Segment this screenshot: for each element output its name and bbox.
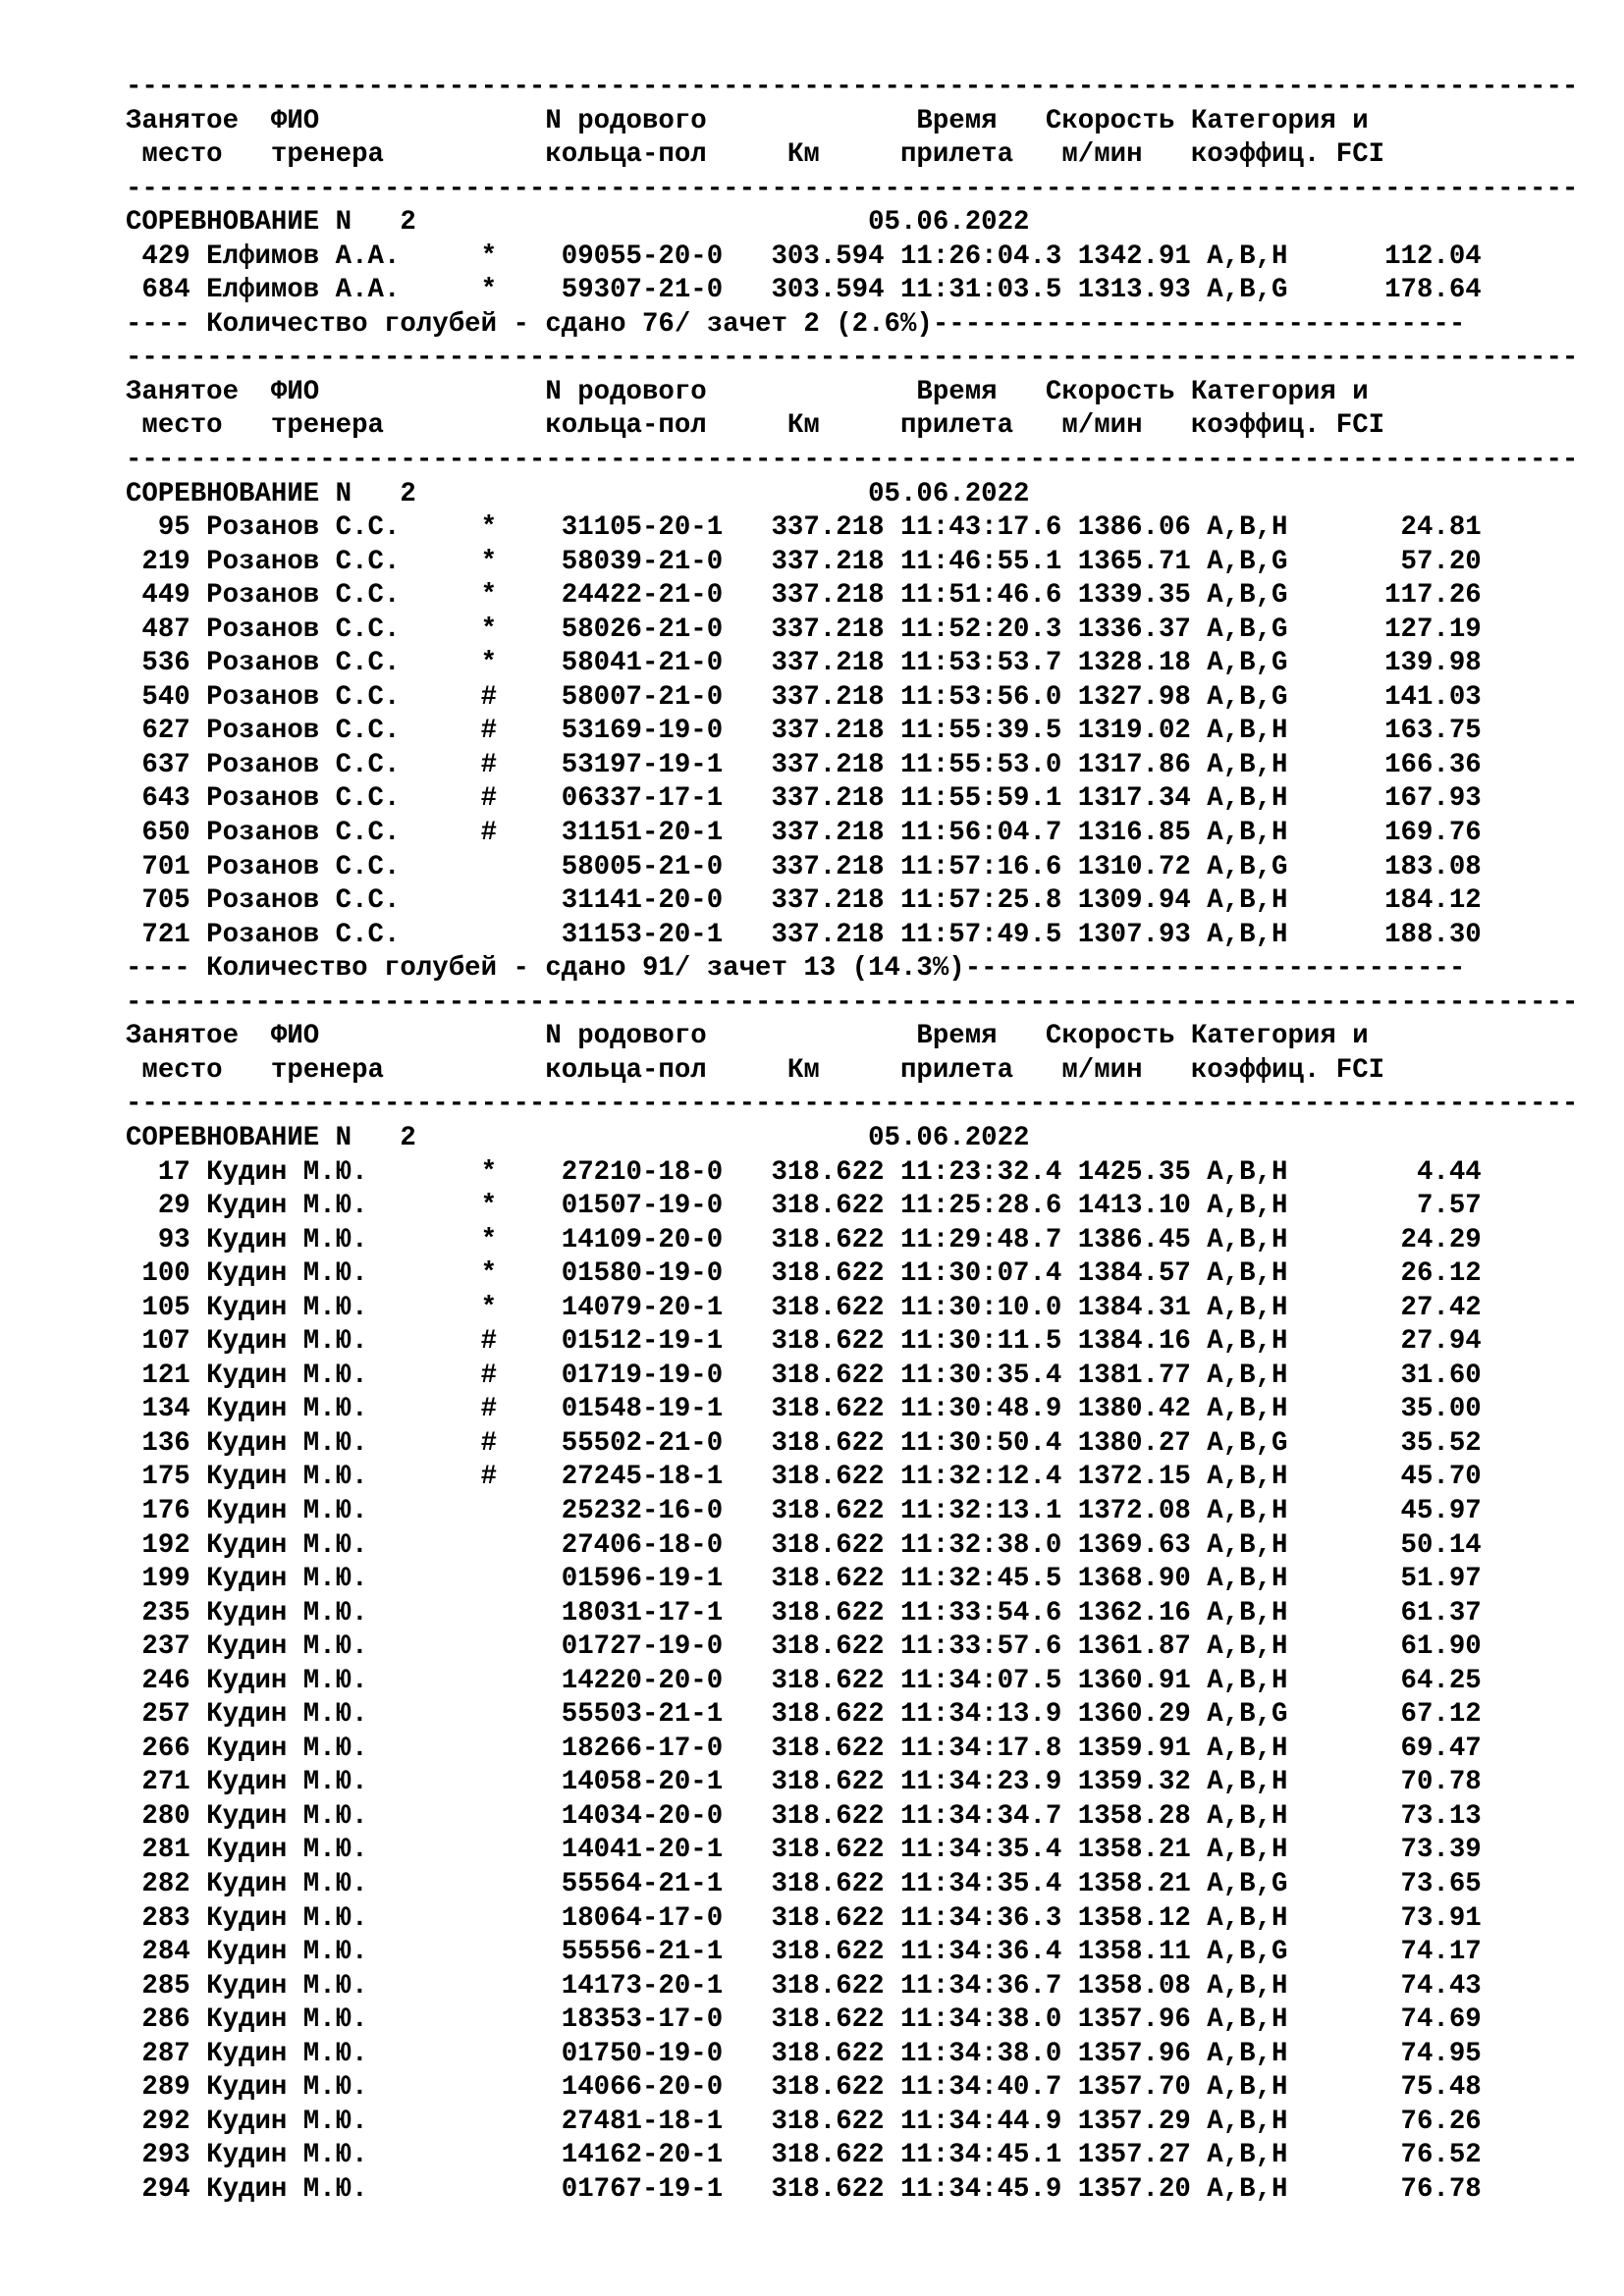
data-row: 289 Кудин М.Ю. 14066-20-0 318.622 11:34:40.7 1357.70 A,B,H 75.48 <box>126 2072 1482 2104</box>
data-row: 136 Кудин М.Ю. # 55502-21-0 318.622 11:30:50.4 1380.27 A,B,G 35.52 <box>126 1427 1482 1459</box>
data-row: 429 Елфимов А.А. * 09055-20-0 303.594 11:26:04.3 1342.91 A,B,H 112.04 <box>126 240 1482 272</box>
data-row: 684 Елфимов А.А. * 59307-21-0 303.594 11:31:03.5 1313.93 A,B,G 178.64 <box>126 275 1482 306</box>
report-section <box>126 376 1598 1020</box>
data-row: 643 Розанов С.С. # 06337-17-1 337.218 11:55:59.1 1317.34 A,B,H 167.93 <box>126 783 1482 815</box>
data-row: 246 Кудин М.Ю. 14220-20-0 318.622 11:34:07.5 1360.91 A,B,H 64.25 <box>126 1665 1482 1696</box>
data-row: 199 Кудин М.Ю. 01596-19-1 318.622 11:32:45.5 1368.90 A,B,H 51.97 <box>126 1564 1482 1595</box>
separator-line: ------------------------------------------------------------------------------------------ <box>126 987 1579 1018</box>
data-row: 237 Кудин М.Ю. 01727-19-0 318.622 11:33:57.6 1361.87 A,B,H 61.90 <box>126 1631 1482 1663</box>
results-report <box>126 71 1598 2207</box>
data-row: 95 Розанов С.С. * 31105-20-1 337.218 11:43:17.6 1386.06 A,B,H 24.81 <box>126 512 1482 544</box>
data-row: 257 Кудин М.Ю. 55503-21-1 318.622 11:34:13.9 1360.29 A,B,G 67.12 <box>126 1699 1482 1731</box>
data-row: 487 Розанов С.С. * 58026-21-0 337.218 11:52:20.3 1336.37 A,B,G 127.19 <box>126 614 1482 645</box>
data-row: 285 Кудин М.Ю. 14173-20-1 318.622 11:34:36.7 1358.08 A,B,H 74.43 <box>126 1970 1482 2002</box>
competition-title: СОРЕВНОВАНИЕ N 2 05.06.2022 <box>126 478 1030 509</box>
column-header: Занятое ФИО N родового Время Скорость Категория и <box>126 105 1369 136</box>
data-row: 266 Кудин М.Ю. 18266-17-0 318.622 11:34:17.8 1359.91 A,B,H 69.47 <box>126 1733 1482 1764</box>
data-row: 721 Розанов С.С. 31153-20-1 337.218 11:57:49.5 1307.93 A,B,H 188.30 <box>126 919 1482 950</box>
separator-line: ------------------------------------------------------------------------------------------ <box>126 173 1579 204</box>
data-row: 192 Кудин М.Ю. 27406-18-0 318.622 11:32:38.0 1369.63 A,B,H 50.14 <box>126 1529 1482 1561</box>
data-row: 540 Розанов С.С. # 58007-21-0 337.218 11:53:56.0 1327.98 A,B,G 141.03 <box>126 681 1482 713</box>
data-row: 650 Розанов С.С. # 31151-20-1 337.218 11:56:04.7 1316.85 A,B,H 169.76 <box>126 818 1482 849</box>
data-row: 284 Кудин М.Ю. 55556-21-1 318.622 11:34:36.4 1358.11 A,B,G 74.17 <box>126 1937 1482 1968</box>
data-row: 286 Кудин М.Ю. 18353-17-0 318.622 11:34:38.0 1357.96 A,B,H 74.69 <box>126 2004 1482 2036</box>
data-row: 283 Кудин М.Ю. 18064-17-0 318.622 11:34:36.3 1358.12 A,B,H 73.91 <box>126 1902 1482 1934</box>
data-row: 282 Кудин М.Ю. 55564-21-1 318.622 11:34:35.4 1358.21 A,B,G 73.65 <box>126 1868 1482 1899</box>
report-section <box>126 1020 1598 2207</box>
report-section <box>126 71 1598 376</box>
data-row: 17 Кудин М.Ю. * 27210-18-0 318.622 11:23:32.4 1425.35 A,B,H 4.44 <box>126 1156 1482 1188</box>
competition-title: СОРЕВНОВАНИЕ N 2 05.06.2022 <box>126 207 1030 239</box>
data-row: 235 Кудин М.Ю. 18031-17-1 318.622 11:33:54.6 1362.16 A,B,H 61.37 <box>126 1597 1482 1629</box>
separator-line: ------------------------------------------------------------------------------------------ <box>126 1089 1579 1120</box>
summary-line: ---- Количество голубей - сдано 91/ зачет 13 (14.3%)------------------------------- <box>126 953 1466 985</box>
data-row: 705 Розанов С.С. 31141-20-0 337.218 11:57:25.8 1309.94 A,B,H 184.12 <box>126 885 1482 917</box>
separator-line: ------------------------------------------------------------------------------------------ <box>126 343 1579 374</box>
column-header: Занятое ФИО N родового Время Скорость Категория и <box>126 1021 1369 1052</box>
separator-line: ------------------------------------------------------------------------------------------ <box>126 72 1579 102</box>
column-header: место тренера кольца-пол Км прилета м/мин коэффиц. FCI <box>126 139 1385 171</box>
data-row: 637 Розанов С.С. # 53197-19-1 337.218 11:55:53.0 1317.86 A,B,H 166.36 <box>126 749 1482 780</box>
data-row: 280 Кудин М.Ю. 14034-20-0 318.622 11:34:34.7 1358.28 A,B,H 73.13 <box>126 1800 1482 1832</box>
competition-title: СОРЕВНОВАНИЕ N 2 05.06.2022 <box>126 1122 1030 1153</box>
data-row: 281 Кудин М.Ю. 14041-20-1 318.622 11:34:35.4 1358.21 A,B,H 73.39 <box>126 1835 1482 1866</box>
data-row: 701 Розанов С.С. 58005-21-0 337.218 11:57:16.6 1310.72 A,B,G 183.08 <box>126 851 1482 882</box>
column-header: место тренера кольца-пол Км прилета м/мин коэффиц. FCI <box>126 410 1385 442</box>
data-row: 292 Кудин М.Ю. 27481-18-1 318.622 11:34:44.9 1357.29 A,B,H 76.26 <box>126 2106 1482 2137</box>
separator-line: ------------------------------------------------------------------------------------------ <box>126 445 1579 476</box>
data-row: 121 Кудин М.Ю. # 01719-19-0 318.622 11:30:35.4 1381.77 A,B,H 31.60 <box>126 1360 1482 1391</box>
data-row: 176 Кудин М.Ю. 25232-16-0 318.622 11:32:13.1 1372.08 A,B,H 45.97 <box>126 1495 1482 1526</box>
column-header: место тренера кольца-пол Км прилета м/мин коэффиц. FCI <box>126 1054 1385 1086</box>
data-row: 219 Розанов С.С. * 58039-21-0 337.218 11:46:55.1 1365.71 A,B,G 57.20 <box>126 546 1482 577</box>
data-row: 449 Розанов С.С. * 24422-21-0 337.218 11:51:46.6 1339.35 A,B,G 117.26 <box>126 580 1482 612</box>
data-row: 294 Кудин М.Ю. 01767-19-1 318.622 11:34:45.9 1357.20 A,B,H 76.78 <box>126 2173 1482 2205</box>
data-row: 29 Кудин М.Ю. * 01507-19-0 318.622 11:25:28.6 1413.10 A,B,H 7.57 <box>126 1191 1482 1222</box>
column-header: Занятое ФИО N родового Время Скорость Категория и <box>126 376 1369 407</box>
data-row: 287 Кудин М.Ю. 01750-19-0 318.622 11:34:38.0 1357.96 A,B,H 74.95 <box>126 2038 1482 2069</box>
summary-line: ---- Количество голубей - сдано 76/ зачет 2 (2.6%)--------------------------------- <box>126 308 1466 340</box>
data-row: 93 Кудин М.Ю. * 14109-20-0 318.622 11:29:48.7 1386.45 A,B,H 24.29 <box>126 1224 1482 1255</box>
data-row: 293 Кудин М.Ю. 14162-20-1 318.622 11:34:45.1 1357.27 A,B,H 76.52 <box>126 2140 1482 2171</box>
data-row: 271 Кудин М.Ю. 14058-20-1 318.622 11:34:23.9 1359.32 A,B,H 70.78 <box>126 1767 1482 1798</box>
data-row: 536 Розанов С.С. * 58041-21-0 337.218 11:53:53.7 1328.18 A,B,G 139.98 <box>126 648 1482 679</box>
data-row: 175 Кудин М.Ю. # 27245-18-1 318.622 11:32:12.4 1372.15 A,B,H 45.70 <box>126 1462 1482 1493</box>
data-row: 134 Кудин М.Ю. # 01548-19-1 318.622 11:30:48.9 1380.42 A,B,H 35.00 <box>126 1394 1482 1425</box>
data-row: 627 Розанов С.С. # 53169-19-0 337.218 11:55:39.5 1319.02 A,B,H 163.75 <box>126 716 1482 747</box>
data-row: 105 Кудин М.Ю. * 14079-20-1 318.622 11:30:10.0 1384.31 A,B,H 27.42 <box>126 1292 1482 1323</box>
data-row: 100 Кудин М.Ю. * 01580-19-0 318.622 11:30:07.4 1384.57 A,B,H 26.12 <box>126 1258 1482 1290</box>
data-row: 107 Кудин М.Ю. # 01512-19-1 318.622 11:30:11.5 1384.16 A,B,H 27.94 <box>126 1326 1482 1358</box>
